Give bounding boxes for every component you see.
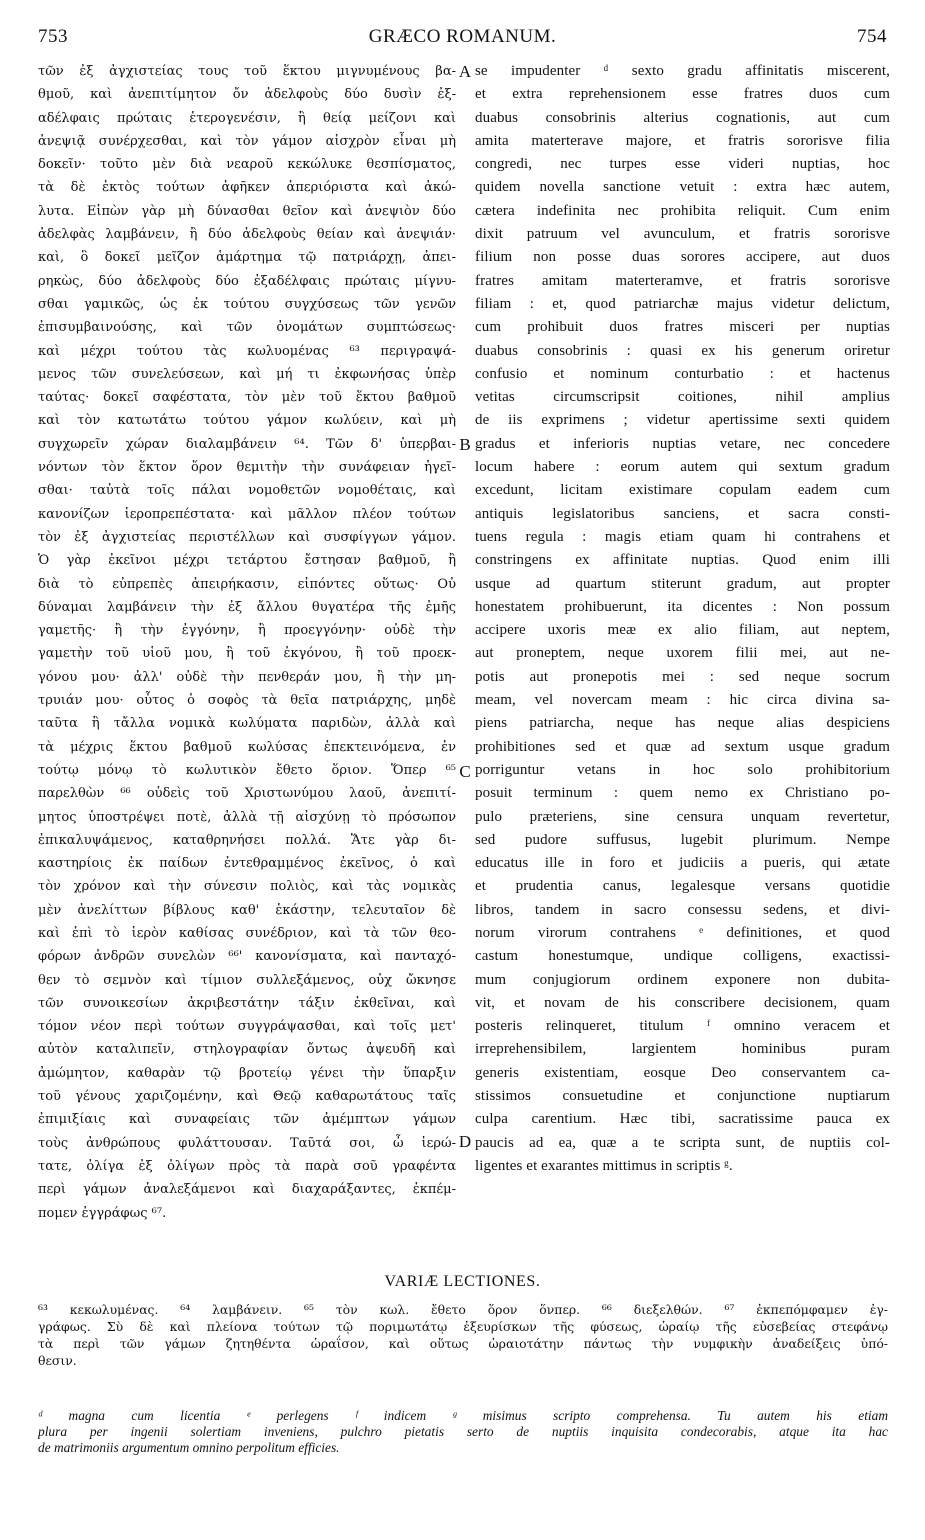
- greek-text-line: ἀνεψιᾷ συνέρχεσθαι, καὶ τὸν γάμον αἰσχρὸν εἶναι μὴ: [38, 133, 456, 149]
- greek-text-line: ἐπικαλυψάμενος, καταθρηνήσει πολλά. Ἅτε γὰρ δι-: [38, 832, 456, 848]
- running-title: GRÆCO ROMANUM.: [368, 26, 557, 47]
- greek-column: [38, 60, 456, 1225]
- greek-text-line: ἀδελφὰς λαμβάνειν, ἢ δύο ἀδελφοὺς θείαν καὶ ἀνεψιάν·: [38, 227, 456, 243]
- greek-text-line: παρελθὼν ⁶⁶ οὐδεὶς τοῦ Χριστωνύμου λαοῦ, ἀνεπιτί-: [38, 786, 456, 802]
- greek-text-line: μενος τῶν συνελεύσεων, καὶ μή τι ἐκφωνήσας ὑπὲρ: [38, 366, 456, 382]
- greek-text-line: νόντων τὸν ἕκτον ὅρον θεμιτὴν τὴν συνάφειαν ἡγεῖ-: [38, 460, 456, 476]
- greek-text-line: μὲν ἀνελίττων βίβλους καθ' ἑκάστην, τελευταῖον δὲ: [38, 902, 456, 918]
- greek-text-line: αδέλφαις πρώταις ἑτερογενέσιν, ἢ θείᾳ μείζονι καὶ: [38, 110, 456, 126]
- greek-text-line: τόμον νέον περὶ τούτων συγγράψασθαι, καὶ τοῖς μετ': [38, 1019, 456, 1035]
- latin-text-line: ligentes et exarantes mittimus in scriptis ᵍ.: [475, 1157, 733, 1174]
- greek-text-line: γαμετὴν τοῦ υἱοῦ μου, ἢ τοῦ ἐκγόνου, ἢ τοῦ προεκ-: [38, 646, 456, 662]
- section-marker-c: C: [459, 762, 471, 781]
- greek-text-line: τατε, ὀλίγα ἐξ ὀλίγων πρὸς τὰ παρὰ σοῦ γραφέντα: [38, 1158, 456, 1174]
- latin-text-line: vit, et novam de his conscribere decisionem, quam: [475, 994, 890, 1011]
- greek-text-line: ταύτας· δοκεῖ σαφέστατα, τὸν μὲν τοῦ ἕκτου βαθμοῦ: [38, 390, 456, 406]
- variae-lectiones-title: VARIÆ LECTIONES.: [384, 1273, 541, 1290]
- greek-text-line: γόνου μου· ἀλλ' οὐδὲ τὴν πενθεράν μου, ἢ τὴν μη-: [38, 669, 456, 685]
- greek-text-line: φόρων ἀνδρῶν συνελὼν ⁶⁶' κανονίσματα, καὶ πανταχό-: [38, 949, 456, 965]
- greek-text-line: ἐπιμιξίαις καὶ συναφείαις τῶν ἀμέμπτων γάμων: [38, 1112, 456, 1128]
- latin-text-line: et prudentia canus, legalesque versans quotidie: [475, 878, 890, 895]
- latin-text-line: de iis exprimens ; videtur apertissime sexti quidem: [475, 412, 890, 429]
- latin-text-line: porriguntur vetans in hoc solo prohibitorium: [475, 761, 890, 778]
- greek-text-line: καὶ μέχρι τούτου τὰς κωλυομένας ⁶³ περιγραψά-: [38, 343, 456, 359]
- section-marker-d: D: [458, 1132, 472, 1151]
- latin-text-line: fratres amitam materteramve, et fratris sororisve: [475, 272, 890, 289]
- greek-text-line: δύναμαι λαμβάνειν τὴν ἐξ ἄλλου θυγατέρα τῆς ἐμῆς: [38, 599, 456, 615]
- greek-text-line: θμοῦ, καὶ ἀνεπιτίμητον ὄν ἀδελφοὺς δύο δυσὶν ἐξ-: [38, 87, 456, 103]
- variae-line: τὰ περὶ τῶν γάμων ζητηθέντα ὡραΐσον, καὶ οὕτως ὡραιοτάτην πάντως τὴν νυμφικὴν ἀναδείξεις ὑπό-: [38, 1336, 888, 1351]
- latin-text-line: norum virorum contrahens ᵉ definitiones, et quod: [475, 924, 890, 941]
- latin-text-line: irreprehensibilem, largientem hominibus puram: [475, 1041, 890, 1058]
- latin-text-line: cætera indefinita nec prohibita reliquit. Cum enim: [475, 202, 890, 219]
- latin-text-line: posteris relinqueret, titulum ᶠ omnino veracem et: [475, 1018, 890, 1035]
- footnote-line: de matrimoniis argumentum omnino perpolitum efficies.: [38, 1440, 340, 1455]
- latin-text-line: culpa carentium. Hæc tibi, sacratissime pauca ex: [475, 1111, 890, 1128]
- greek-text-line: δοκεῖν· τοῦτο μὲν διὰ νεαροῦ κεκώλυκε θεσπίσματος,: [38, 157, 456, 173]
- greek-text-line: τὸν χρόνον καὶ τὴν σύνεσιν πολιὸς, καὶ τὰς νομικὰς: [38, 879, 456, 895]
- greek-text-line: διὰ τὸ εὐπρεπὲς ἀπειρήκασιν, εἰπόντες οὕτως· Οὐ: [38, 576, 456, 592]
- greek-text-line: μητος ὑποστρέψει ποτὲ, ἀλλὰ τῇ αἰσχύνῃ τὸ πρόσωπον: [38, 809, 456, 825]
- page-number-left: 753: [38, 26, 68, 47]
- greek-text-line: τὰ μέχρις ἕκτου βαθμοῦ κωλύσας ἐπεκτεινόμενα, ἐν: [38, 739, 456, 755]
- latin-text-line: posuit terminum : quem nemo ex Christiano po-: [475, 785, 890, 802]
- greek-text-line: καὶ τὸν κατωτάτω τούτου γάμον κωλύειν, καὶ μὴ: [38, 413, 456, 429]
- latin-text-line: paucis ad ea, quæ a te scripta sunt, de nuptiis col-: [475, 1134, 890, 1151]
- page-number-right: 754: [857, 26, 887, 47]
- greek-text-line: τὸν ἐξ ἀγχιστείας περιστέλλων καὶ συσφίγγων γάμον.: [38, 529, 456, 545]
- greek-text-line: γαμετῆς· ἢ τὴν ἐγγόνην, ἢ προεγγόνην· οὐδὲ τὴν: [38, 623, 456, 639]
- greek-text-line: καὶ ἐπὶ τὸ ἱερὸν καθίσας συνέδριον, καὶ τὰ τῶν θεο-: [38, 925, 456, 941]
- latin-column: [475, 60, 890, 1178]
- footnote-line: plura per ingenii solertiam inveniens, pulchro pietatis serto de nuptiis inquisita condecorabis, atque ita hac: [38, 1424, 888, 1439]
- greek-text-line: τοῦ γένους χαριζομένην, καὶ Θεῷ καθαρωτάτους ταῖς: [38, 1089, 456, 1105]
- latin-text-line: quidem novella sanctione vetuit : extra hæc autem,: [475, 179, 890, 196]
- greek-text-line: τρυιάν μου· οὗτος ὁ σοφὸς τὰ θεῖα πατριάρχης, μηδὲ: [38, 693, 456, 709]
- latin-text-line: et extra reprehensionem esse fratres duos cum: [475, 86, 890, 103]
- greek-text-line: τοὺς ἀνθρώπους φυλάττουσαν. Ταῦτά σοι, ὦ ἱερώ-: [38, 1135, 456, 1151]
- greek-text-line: θεν τὸ σεμνὸν καὶ τίμιον συλλεξάμενος, οὐχ ὤκνησε: [38, 972, 456, 988]
- latin-text-line: meam, vel novercam meam : hic circa divina sa-: [475, 692, 890, 709]
- greek-text-line: ἐπισυμβαινούσης, καὶ τῶν ὀνομάτων συμπτώσεως·: [38, 320, 456, 336]
- latin-text-line: excedunt, licitam existimare copulam eadem cum: [475, 482, 890, 499]
- latin-text-line: piens patriarcha, neque has neque alias despiciens: [475, 715, 890, 732]
- latin-text-line: mum conjugiorum ordinem exponere non dubita-: [475, 971, 890, 988]
- latin-text-line: amita materterave majore, et fratris sororisve filia: [475, 132, 890, 149]
- latin-text-line: accipere uxoris meæ ex alio filiam, aut neptem,: [475, 622, 890, 639]
- latin-text-line: constringens ex affinitate nuptias. Quod enim illi: [475, 552, 890, 569]
- latin-text-line: generis existentiam, eosque Deo conservantem ca-: [475, 1064, 890, 1081]
- greek-text-line: τῶν ἐξ ἀγχιστείας τους τοῦ ἕκτου μιγνυμένους βα-: [38, 64, 456, 79]
- latin-text-line: vetitas circumscripsit coitiones, nihil amplius: [475, 389, 890, 406]
- latin-text-line: tuens regula : magis etiam quam hi contrahens et: [475, 528, 890, 545]
- footnote-line: ᵈ magna cum licentia ᵉ perlegens ᶠ indicem ᵍ misimus scripto comprehensa. Tu autem his etiam: [38, 1408, 888, 1423]
- latin-text-line: duabus consobrinis : quasi ex his generum oriretur: [475, 342, 890, 359]
- latin-text-line: sed pudore suffusus, lugebit plurimum. Nempe: [475, 831, 890, 848]
- greek-text-line: σθαι γαμικῶς, ὡς ἐκ τούτου συγχύσεως τῶν γενῶν: [38, 296, 456, 312]
- latin-text-line: cum prohibuit duos fratres misceri per nuptias: [475, 319, 890, 336]
- latin-text-line: congredi, nec turpes esse videri nuptias, hoc: [475, 156, 890, 173]
- variae-line: ⁶³ κεκωλυμένας. ⁶⁴ λαμβάνειν. ⁶⁵ τὸν κωλ. ἔθετο ὅρον ὅνπερ. ⁶⁶ διεξελθών. ⁶⁷ ἐκπεπόμφαμεν ἐγ-: [38, 1302, 888, 1317]
- greek-text-line: περὶ γάμων ἀναλεξάμενοι καὶ διαχαράξαντες, ἐκπέμ-: [38, 1182, 456, 1198]
- page-header: [38, 26, 887, 56]
- latin-text-line: antiquis legislatoribus sanciens, et sacra consti-: [475, 505, 890, 522]
- latin-text-line: pulo præteriens, sine censura unquam revertetur,: [475, 808, 890, 825]
- latin-text-line: libros, tandem in sacro consessu sedens, et divi-: [475, 901, 890, 918]
- latin-text-line: gradus et inferioris nuptias vetare, nec concedere: [475, 435, 890, 452]
- section-marker-a: A: [458, 62, 472, 81]
- greek-text-line: λυτα. Εἰπὼν γὰρ μὴ δύνασθαι θεῖον καὶ ἀνεψιὸν δύο: [38, 203, 456, 219]
- latin-text-line: duabus consobrinis alterius cognationis, aut cum: [475, 109, 890, 126]
- greek-text-line: καὶ, ὃ δοκεῖ μεῖζον ἁμάρτημα τῷ πατριάρχῃ, ἀπει-: [38, 250, 456, 266]
- greek-text-line: Ὁ γὰρ ἐκεῖνοι μέχρι τετάρτου ἔστησαν βαθμοῦ, ἢ: [38, 553, 456, 569]
- latin-text-line: se impudenter ᵈ sexto gradu affinitatis miscerent,: [475, 63, 890, 79]
- variae-line: θεσιν.: [38, 1353, 77, 1368]
- section-marker-b: B: [459, 435, 471, 454]
- greek-text-line: συγχωρεῖν χώραν διαλαμβάνειν ⁶⁴. Τῶν δ' ὑπερβαι-: [38, 436, 456, 452]
- greek-text-line: τὰ δὲ ἐκτὸς τούτων ἀφῆκεν ἀπεριόριστα καὶ ἀκώ-: [38, 180, 456, 196]
- latin-text-line: educatus ille in foro et judiciis a pueris, qui ætate: [475, 855, 890, 872]
- variae-line: γράφως. Σὺ δὲ καὶ πλείονα τούτων τῷ ποριμωτάτῳ ἐξευρίσκων τῆς φύσεως, ὡραίῳ τῆς εὐσεβείας στεφάνῳ: [38, 1319, 888, 1334]
- latin-text-line: castum honestumque, undique colligens, exactissi-: [475, 948, 890, 965]
- greek-text-line: καστηρίοις ἐκ παίδων ἐντεθραμμένος ἐκεῖνος, ὁ καὶ: [38, 856, 456, 872]
- latin-text-line: dixit patruum vel avunculum, et fratris sororisve: [475, 226, 890, 243]
- greek-text-line: πομεν ἐγγράφως ⁶⁷.: [38, 1205, 167, 1221]
- latin-text-line: aut proneptem, neque uxorem filii mei, aut ne-: [475, 645, 890, 662]
- latin-text-line: usque ad quartum stiterunt gradum, aut propter: [475, 575, 890, 592]
- latin-text-line: confusio et nominum conturbatio : et hactenus: [475, 365, 890, 382]
- greek-text-line: τῶν συνοικεσίων ἀκριβεστάτην τάξιν ἐκθεῖναι, καὶ: [38, 995, 456, 1011]
- greek-text-line: κανονίζων ἱεροπρεπέστατα· καὶ μᾶλλον πλέον τούτων: [38, 506, 456, 522]
- variae-lectiones: [38, 1301, 888, 1369]
- greek-text-line: ταῦτα ἢ τἄλλα νομικὰ κωλύματα παριδὼν, ἀλλὰ καὶ: [38, 716, 456, 732]
- greek-text-line: σθαι· ταὐτὰ τοῖς πάλαι νομοθετῶν νομοθέταις, καὶ: [38, 483, 456, 499]
- greek-text-line: τούτῳ μόνῳ τὸ κωλυτικὸν ἔθετο ὅριον. Ὅπερ ⁶⁵: [38, 762, 456, 778]
- latin-text-line: locum habere : eorum autem qui sextum gradum: [475, 459, 890, 476]
- latin-text-line: honestatem prohibuerunt, ita dicentes : Non possum: [475, 598, 890, 615]
- latin-text-line: prohibitiones sed et quæ ad sextum usque gradum: [475, 738, 890, 755]
- footnotes: [38, 1408, 888, 1456]
- greek-text-line: ρηκὼς, δύο ἀδελφοὺς δύο ἐξαδέλφαις πρώταις μίγνυ-: [38, 273, 456, 289]
- latin-text-line: stissimos consuetudine et conjunctione nuptiarum: [475, 1088, 890, 1105]
- greek-text-line: αὐτὸν καταλιπεῖν, στηλογραφίαν ὄντως ἀψευδῆ καὶ: [38, 1042, 456, 1058]
- latin-text-line: filiam : et, quod patriarchæ majus videtur delictum,: [475, 295, 890, 312]
- latin-text-line: potis aut pronepotis mei : sed neque socrum: [475, 668, 890, 685]
- latin-text-line: filium non posse duas sorores accipere, aut duos: [475, 249, 890, 266]
- greek-text-line: ἀμώμητον, καθαρὰν τῷ βροτείῳ γένει τὴν ὕπαρξιν: [38, 1065, 456, 1081]
